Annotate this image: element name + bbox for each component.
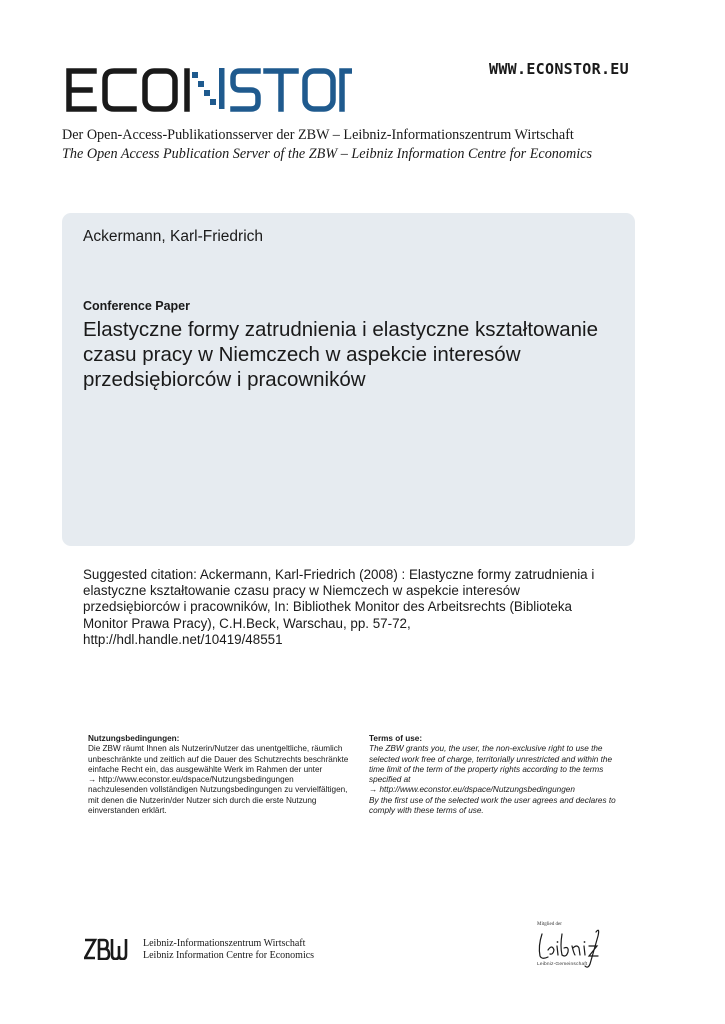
terms-tail-en: By the first use of the selected work the user agrees and declares to comply with these terms of use.: [369, 795, 616, 816]
terms-of-use-english: [369, 734, 617, 816]
zbw-name-english: Leibniz Information Centre for Economics: [143, 950, 315, 961]
site-url[interactable]: WWW.ECONSTOR.EU: [489, 60, 629, 78]
document-title: Elastyczne formy zatrudnienia i elastyczne kształtowanie czasu pracy w Niemczech w aspekcie interesów przedsiębiorców i pracowników: [83, 318, 599, 391]
terms-link-en[interactable]: → http://www.econstor.eu/dspace/Nutzungsbedingungen: [369, 785, 575, 795]
author-name: Ackermann, Karl-Friedrich: [83, 228, 264, 245]
document-type: Conference Paper: [83, 299, 190, 313]
zbw-name-german: Leibniz-Informationszentrum Wirtschaft: [143, 938, 306, 949]
terms-tail-de: nachzulesenden vollständigen Nutzungsbedingungen zu vervielfältigen, mit denen die Nutzerin/der Nutzer sich durch die erste Nutzung einverstanden erklärt.: [88, 785, 348, 816]
suggested-citation: Suggested citation: Ackermann, Karl-Friedrich (2008) : Elastyczne formy zatrudnienia i elastyczne kształtowanie czasu pracy w Niemczech w aspekcie interesów przedsiębiorców i pracowników, In: Bibliothek Monitor des Arbeitsrechts (Biblioteka Monitor Prawa Pracy), C.H.Beck, Warschau, pp. 57-72, http://hdl.handle.net/10419/48551: [83, 567, 595, 647]
terms-heading-de: Nutzungsbedingungen:: [88, 734, 180, 743]
terms-link-de[interactable]: → http://www.econstor.eu/dspace/Nutzungsbedingungen: [88, 775, 294, 785]
terms-body-en: The ZBW grants you, the user, the non-exclusive right to use the selected work free of charge, territorially unrestricted and within the time limit of the term of the property rights according to the terms specified at: [369, 744, 613, 785]
zbw-logo: [84, 938, 130, 960]
econstor-logo: [62, 62, 352, 118]
tagline-german: Der Open-Access-Publikationsserver der ZBW – Leibniz-Informationszentrum Wirtschaft: [62, 127, 574, 143]
tagline-english: The Open Access Publication Server of the ZBW – Leibniz Information Centre for Economics: [62, 146, 592, 162]
leibniz-member-label: Mitglied der: [537, 922, 562, 927]
leibniz-gemeinschaft-label: Leibniz-Gemeinschaft: [537, 962, 588, 967]
terms-of-use-german: [88, 734, 356, 816]
terms-heading-en: Terms of use:: [369, 734, 423, 743]
terms-body-de: Die ZBW räumt Ihnen als Nutzerin/Nutzer das unentgeltliche, räumlich unbeschränkte und zeitlich auf die Dauer des Schutzrechts beschränkte einfache Recht ein, das ausgewählte Werk im Rahmen der unter: [88, 744, 349, 774]
